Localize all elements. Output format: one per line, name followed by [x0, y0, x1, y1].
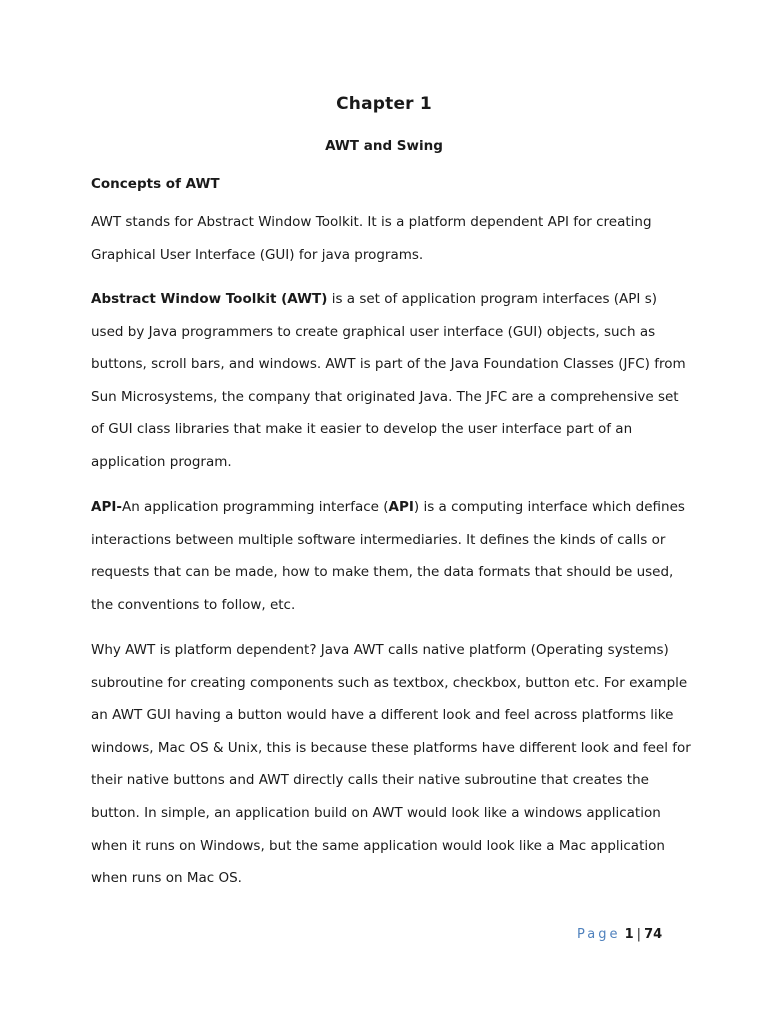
- paragraph-api-definition: [91, 491, 691, 621]
- chapter-subtitle: AWT and Swing: [325, 138, 443, 154]
- paragraph-text: An application programming interface (: [121, 499, 389, 515]
- bold-term: Abstract Window Toolkit (AWT): [91, 291, 328, 307]
- bold-term: API: [388, 499, 414, 515]
- page-label: Page: [577, 927, 621, 942]
- paragraph-platform-dependence: [91, 634, 691, 895]
- page-total: 74: [644, 927, 663, 942]
- paragraph-awt-definition: [91, 206, 691, 271]
- section-heading: Concepts of AWT: [91, 176, 220, 192]
- paragraph-text: Why AWT is platform dependent? Java AWT calls native platform (Operating systems) subroutine for creating components such as textbox, checkbox, button etc. For example an AWT GUI having a button would have a different look and feel across platforms like windows, Mac OS & Unix, this is because these platforms have different look and feel for their native buttons and AWT directly calls their native subroutine that creates the button. In simple, an application build on AWT would look like a windows application when it runs on Windows, but the same application would look like a Mac application when runs on Mac OS.: [91, 642, 691, 887]
- paragraph-awt-details: [91, 283, 691, 479]
- paragraph-text: AWT stands for Abstract Window Toolkit. It is a platform dependent API for creating Graphical User Interface (GUI) for java programs.: [91, 214, 652, 263]
- page-number: 1: [624, 927, 634, 942]
- paragraph-text: is a set of application program interfaces (API s) used by Java programmers to create graphical user interface (GUI) objects, such as buttons, scroll bars, and windows. AWT is part of the Java Foundation Classes (JFC) from Sun Microsystems, the company that originated Java. The JFC are a comprehensive set of GUI class libraries that make it easier to develop the user interface part of an application program.: [91, 291, 686, 470]
- paragraph-text: ) is a computing interface which defines interactions between multiple software intermediaries. It defines the kinds of calls or requests that can be made, how to make them, the data formats that should be used, the conventions to follow, etc.: [91, 499, 685, 613]
- page-separator: |: [636, 927, 642, 942]
- bold-term: API-: [91, 499, 122, 515]
- page-footer: [577, 927, 662, 942]
- chapter-title: Chapter 1: [336, 94, 432, 114]
